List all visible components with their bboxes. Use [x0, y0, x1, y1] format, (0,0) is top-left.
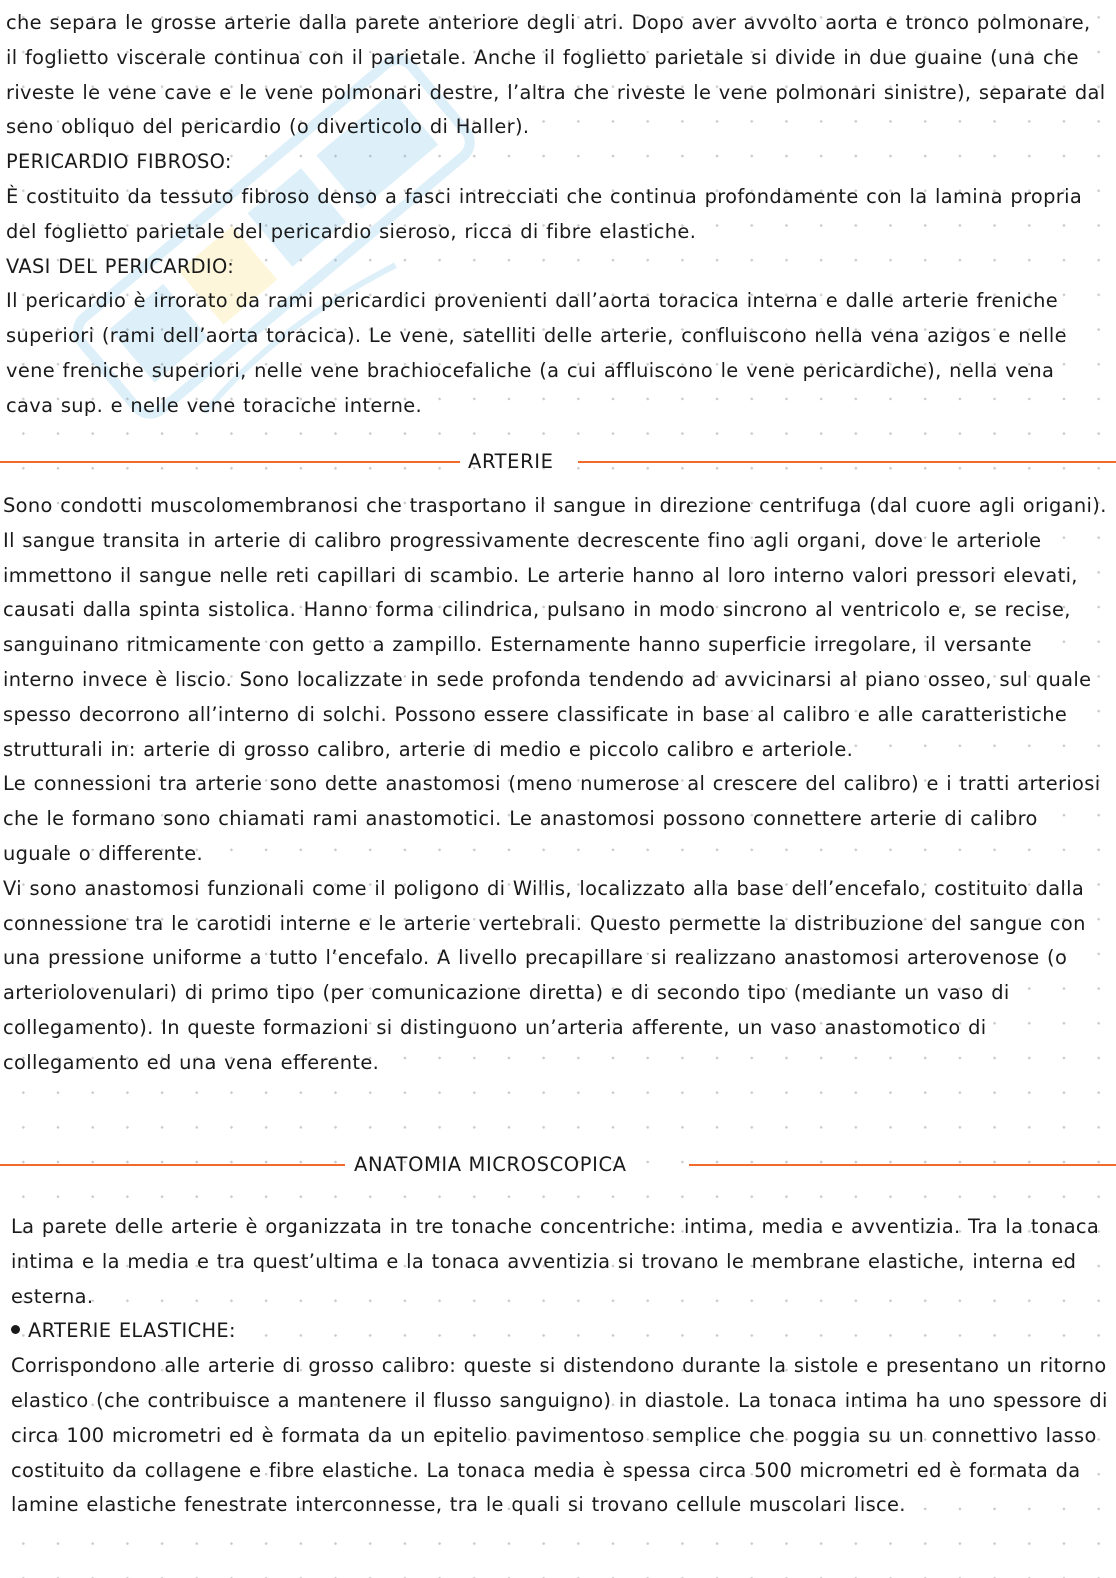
- pericardio-fibroso-heading: PERICARDIO FIBROSO:: [6, 150, 232, 174]
- arterie-paragraph-1: Sono condotti muscolomembranosi che trasportano il sangue in direzione centrifuga (dal cuore agli origani). Il sangue transita in arterie di calibro progressivamente decrescente fino agli organi, dove le arteriole immettono il sangue nelle reti capillari di scambio. Le arterie hanno al loro interno valori pressori elevati, causati dalla spinta sistolica. Hanno forma cilindrica, pulsano in modo sincrono al ventricolo e, se recise, sanguinano ritmicamente con getto a zampillo. Esternamente hanno superficie irregolare, il versante interno invece è liscio. Sono localizzate in sede profonda tendendo ad avvicinarsi al piano osseo, sul quale spesso decorrono all’interno di solchi. Possono essere classificate in base al calibro e alle caratteristiche strutturali in: arterie di grosso calibro, arterie di medio e piccolo calibro e arteriole.: [3, 494, 1107, 761]
- arterie-elastiche-heading: ARTERIE ELASTICHE:: [28, 1319, 236, 1343]
- arterie-section-divider: [0, 447, 1116, 477]
- divider-line-left: [0, 461, 460, 463]
- anatomia-microscopica-divider: [0, 1150, 1116, 1180]
- pericardio-section: [6, 6, 1106, 424]
- divider-line-left: [0, 1164, 345, 1166]
- bullet-icon: [11, 1325, 20, 1334]
- microscopica-paragraph-1: La parete delle arterie è organizzata in tre tonache concentriche: intima, media e avventizia. Tra la tonaca intima e la media e tra quest’ultima e la tonaca avventizia si trovano le membrane elastiche, interna ed esterna.: [11, 1215, 1100, 1308]
- arterie-paragraph-3: Vi sono anastomosi funzionali come il poligono di Willis, localizzato alla base dell’encefalo, costituito dalla connessione tra le carotidi interne e le arterie vertebrali. Questo permette la distribuzione del sangue con una pressione uniforme a tutto l’encefalo. A livello precapillare si realizzano anastomosi arterovenose (o arteriolovenulari) di primo tipo (per comunicazione diretta) e di secondo tipo (mediante un vaso di collegamento). In queste formazioni si distinguono un’arteria afferente, un vaso anastomotico di collegamento ed una vena efferente.: [3, 876, 1086, 1074]
- divider-line-right: [689, 1164, 1116, 1166]
- arterie-elastiche-bullet: [11, 1314, 1108, 1349]
- anatomia-microscopica-title: ANATOMIA MICROSCOPICA: [354, 1153, 627, 1176]
- arterie-section: [3, 489, 1108, 1081]
- pericardio-paragraph: che separa le grosse arterie dalla parete anteriore degli atri. Dopo aver avvolto aorta e tronco polmonare, il foglietto viscerale continua con il parietale. Anche il foglietto parietale si divide in due guaine (una che riveste le vene cave e le vene polmonari destre, l’altra che riveste le vene polmonari sinistre), separate dal seno obliquo del pericardio (o diverticolo di Haller).: [6, 11, 1106, 139]
- pericardio-fibroso-paragraph: È costituito da tessuto fibroso denso a fasci intrecciati che continua profondamente con la lamina propria del foglietto parietale del pericardio sieroso, ricca di fibre elastiche.: [6, 184, 1083, 243]
- vasi-pericardio-heading: VASI DEL PERICARDIO:: [6, 254, 235, 278]
- arterie-section-title: ARTERIE: [468, 450, 554, 473]
- arterie-paragraph-2: Le connessioni tra arterie sono dette anastomosi (meno numerose al crescere del calibro) e i tratti arteriosi che le formano sono chiamati rami anastomotici. Le anastomosi possono connettere arterie di calibro uguale o differente.: [3, 772, 1101, 865]
- microscopica-paragraph-2: Corrispondono alle arterie di grosso calibro: queste si distendono durante la sistole e presentano un ritorno elastico (che contribuisce a mantenere il flusso sanguigno) in diastole. La tonaca intima ha uno spessore di circa 100 micrometri ed è formata da un epitelio pavimentoso semplice che poggia su un connettivo lasso costituito da collagene e fibre elastiche. La tonaca media è spessa circa 500 micrometri ed è formata da lamine elastiche fenestrate interconnesse, tra le quali si trovano cellule muscolari lisce.: [11, 1354, 1108, 1517]
- vasi-pericardio-paragraph: Il pericardio è irrorato da rami pericardici provenienti dall’aorta toracica interna e dalle arterie freniche superiori (rami dell’aorta toracica). Le vene, satelliti delle arterie, confluiscono nella vena azigos e nelle vene freniche superiori, nelle vene brachiocefaliche (a cui affluiscono le vene pericardiche), nella vena cava sup. e nelle vene toraciche interne.: [6, 289, 1067, 417]
- divider-line-right: [578, 461, 1116, 463]
- anatomia-microscopica-section: [11, 1210, 1108, 1523]
